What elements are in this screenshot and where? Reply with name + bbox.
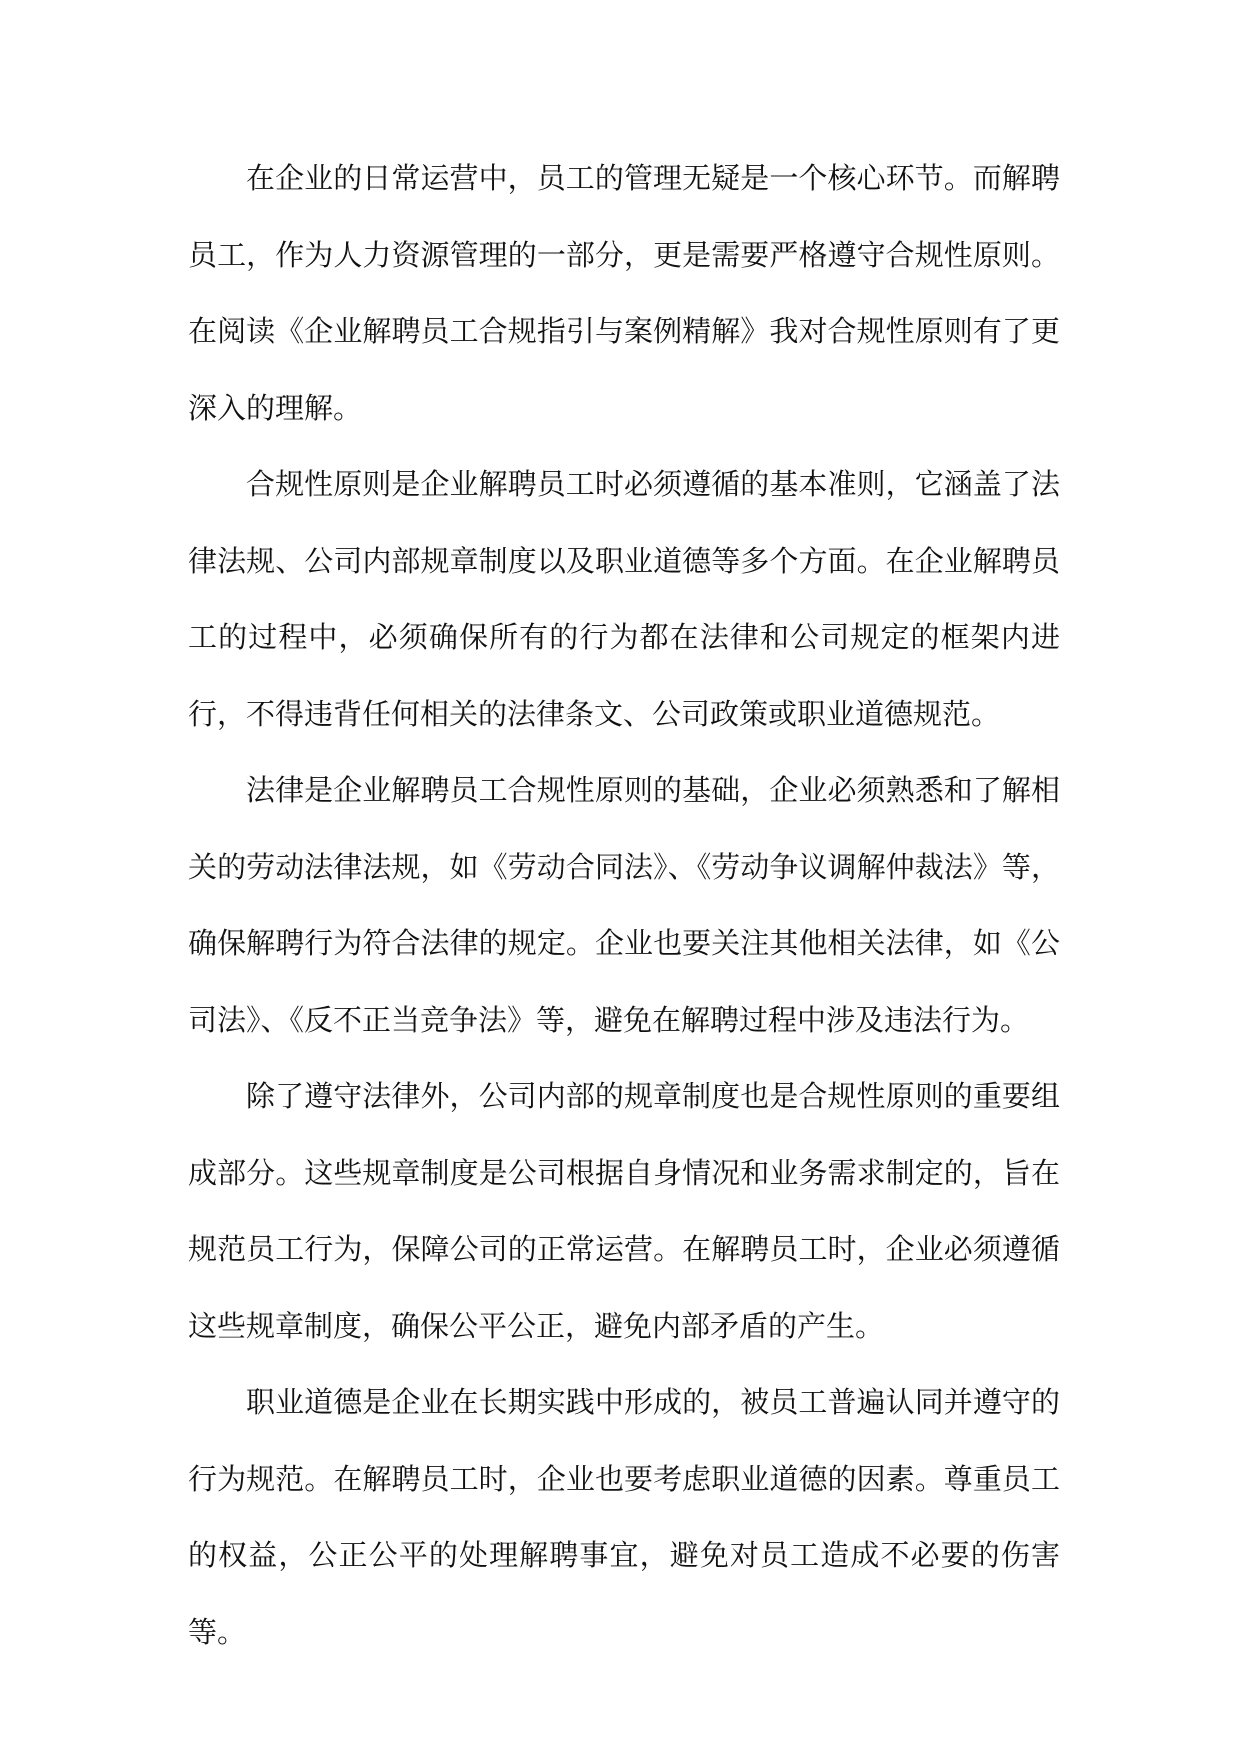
- document-body: [188, 140, 1060, 1670]
- paragraph-professional-ethics: 职业道德是企业在长期实践中形成的，被员工普遍认同并遵守的行为规范。在解聘员工时，企业也要考虑职业道德的因素。尊重员工的权益，公正公平的处理解聘事宜，避免对员工造成不必要的伤害等。: [188, 1385, 1060, 1649]
- paragraph-internal-rules: 除了遵守法律外，公司内部的规章制度也是合规性原则的重要组成部分。这些规章制度是公司根据自身情况和业务需求制定的，旨在规范员工行为，保障公司的正常运营。在解聘员工时，企业必须遵循这些规章制度，确保公平公正，避免内部矛盾的产生。: [188, 1079, 1060, 1343]
- paragraph-intro: 在企业的日常运营中，员工的管理无疑是一个核心环节。而解聘员工，作为人力资源管理的一部分，更是需要严格遵守合规性原则。在阅读《企业解聘员工合规指引与案例精解》我对合规性原则有了更深入的理解。: [188, 161, 1060, 425]
- paragraph-compliance-principle: 合规性原则是企业解聘员工时必须遵循的基本准则，它涵盖了法律法规、公司内部规章制度以及职业道德等多个方面。在企业解聘员工的过程中，必须确保所有的行为都在法律和公司规定的框架内进行，不得违背任何相关的法律条文、公司政策或职业道德规范。: [188, 467, 1060, 731]
- paragraph-law-basis: 法律是企业解聘员工合规性原则的基础，企业必须熟悉和了解相关的劳动法律法规，如《劳动合同法》、《劳动争议调解仲裁法》等，确保解聘行为符合法律的规定。企业也要关注其他相关法律，如《公司法》、《反不正当竞争法》等，避免在解聘过程中涉及违法行为。: [188, 773, 1060, 1037]
